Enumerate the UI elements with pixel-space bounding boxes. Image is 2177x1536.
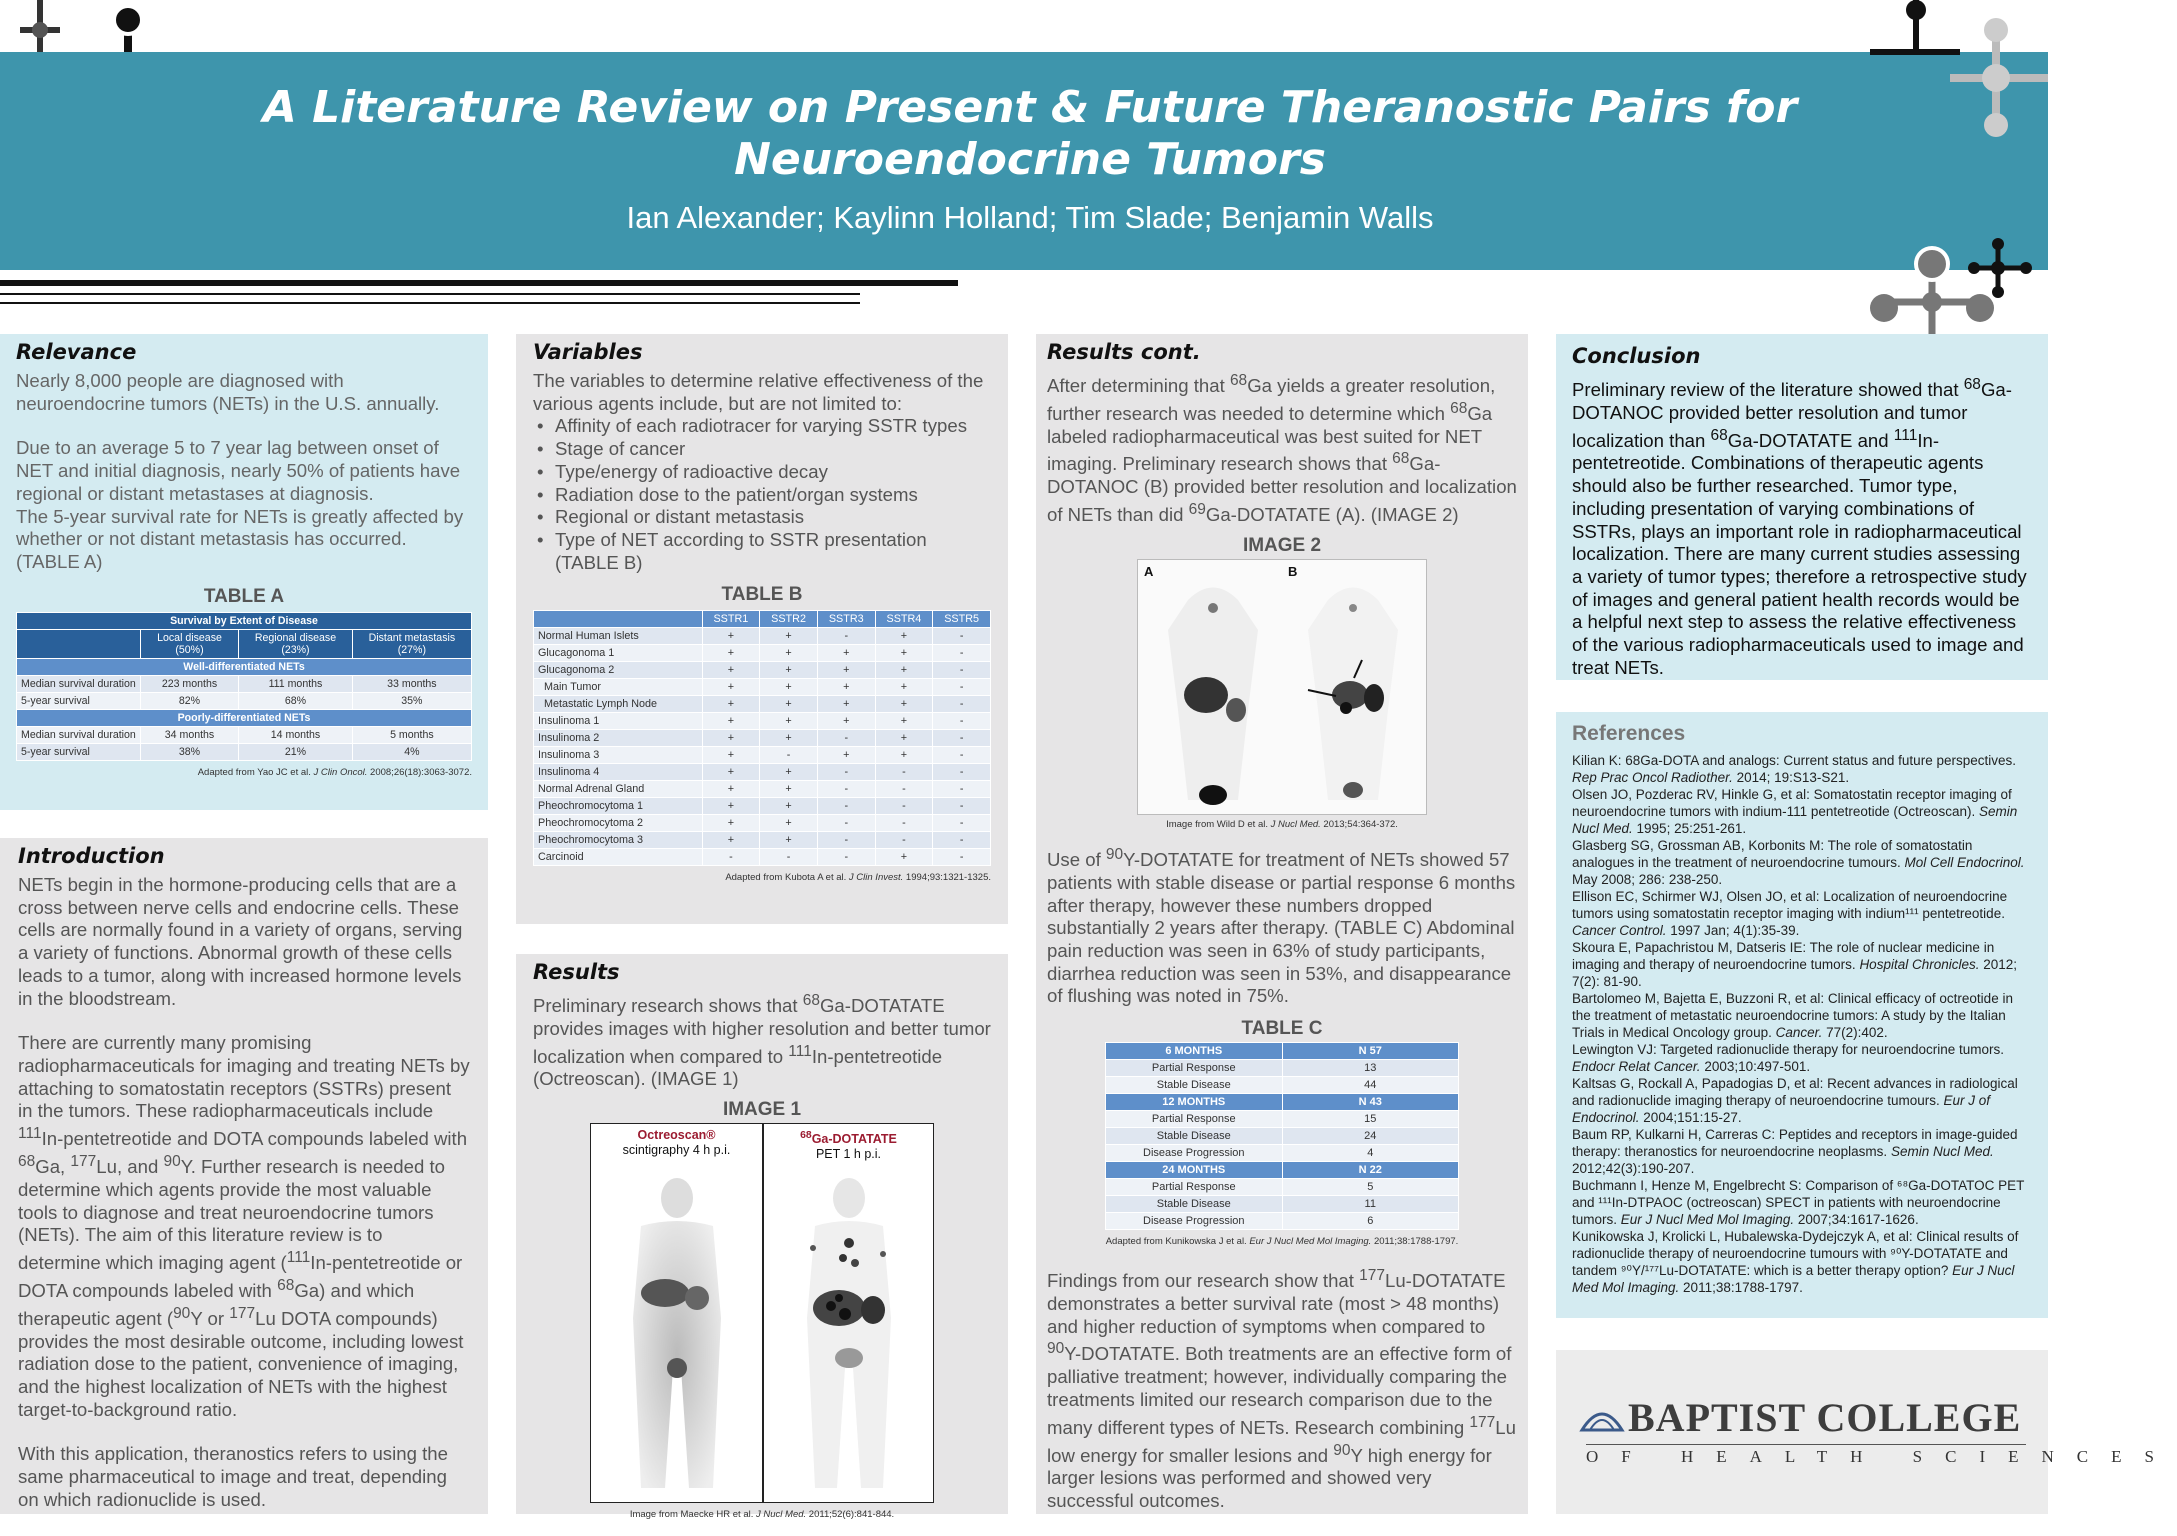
divider (0, 302, 860, 304)
table-row: Glucagonoma 1 + + + + - (534, 645, 991, 662)
paragraph: The 5-year survival rate for NETs is greatly affected by whether or not distant metastasis has occurred. (TABLE A) (16, 505, 464, 572)
reference-item: Bartolomeo M, Bajetta E, Buzzoni R, et al: Clinical efficacy of octreotide in the treatment of metastatic neuroendocrine tumors: A study by the Italian Trials in Medical Oncology group. Cancer. 77(2):402. (1572, 991, 2013, 1040)
section-title: Relevance (16, 340, 137, 364)
image-caption: IMAGE 1 (722, 1099, 802, 1121)
table-row: Partial Response 5 (1106, 1179, 1459, 1196)
paragraph: With this application, theranostics refers to using the same pharmaceutical to image and treat, depending on which radionuclide is used. (18, 1443, 448, 1510)
paragraph: After determining that $^{68}$Ga yields a greater resolution, further research was needed to determine which $^{68}$Ga labeled radiopharmaceutical was best suited for NET imaging. Preliminary research shows that $^{68}$Ga-DOTANOC (B) provided better resolution and localization of NETs than did $^{69}$Ga-DOTATATE (A). (IMAGE 2) (1047, 372, 1517, 526)
column-header: SSTR2 (760, 611, 818, 628)
relevance-panel (0, 334, 488, 810)
image-label: scintigraphy 4 h p.i. (622, 1143, 731, 1158)
table-row: Stable Disease 44 (1106, 1077, 1459, 1094)
section-title: References (1572, 722, 1686, 745)
table-source: Adapted from Yao JC et al. J Clin Oncol. 2008;26(18):3063-3072. (197, 766, 472, 778)
image-2 (1137, 559, 1427, 815)
table-row: Insulinoma 2 + + - + - (534, 730, 991, 747)
image-label: $^{68}$Ga-DOTATATE (800, 1130, 897, 1147)
paragraph: Use of $^{90}$Y-DOTATATE for treatment of NETs showed 57 patients with stable disease or partial response 6 months after therapy, however these numbers dropped substantially 2 years after therapy. (TABLE C) Abdominal pain reduction was seen in 63% of study participants, diarrhea reduction was seen in 53%, and disappearance of flushing was noted in 75%. (1047, 845, 1516, 1007)
table-section: Well-differentiated NETs (17, 658, 472, 675)
table-row: Normal Human Islets + + - + - (534, 628, 991, 645)
dotatate-scan (1148, 580, 1278, 810)
paragraph: Findings from our research show that $^{177}$Lu-DOTATATE demonstrates a better survival rate (most > 48 months) and higher reduction of symptoms when compared to $^{90}$Y-DOTATATE. Both treatments are an effective form of palliative treatment; however, individually comparing the treatments limited our research comparison due to the many different types of NETs. Research combining $^{177}$Lu low energy for smaller lesions and $^{90}$Y high energy for larger lesions was performed and showed very successful outcomes. (1047, 1267, 1516, 1512)
table-section: 6 MONTHS (1106, 1043, 1283, 1060)
column-header: Local disease (50%) (140, 629, 238, 658)
section-title: Results cont. (1047, 340, 1201, 364)
column-header: SSTR5 (933, 611, 991, 628)
paragraph: Due to an average 5 to 7 year lag between onset of NET and initial diagnosis, nearly 50% of patients have regional or distant metastases at diagnosis. (16, 437, 461, 504)
college-tagline: OF HEALTH SCIENCES (1586, 1444, 2026, 1467)
column-header: SSTR4 (875, 611, 933, 628)
table-row: Metastatic Lymph Node + + + + - (534, 696, 991, 713)
list-item: • Radiation dose to the patient/organ systems (535, 484, 991, 507)
survival-table (16, 612, 472, 761)
logo-panel (1556, 1350, 2177, 1514)
list-item: • Stage of cancer (535, 438, 991, 461)
authors: Ian Alexander; Kaylinn Holland; Tim Slade; Benjamin Walls (626, 200, 1434, 235)
table-section: 12 MONTHS (1106, 1094, 1283, 1111)
section-title: Introduction (18, 844, 165, 868)
image-source: Image from Maecke HR et al. J Nucl Med. 2011;52(6):841-844. (629, 1509, 895, 1521)
table-row: Partial Response 13 (1106, 1060, 1459, 1077)
variables-panel (516, 334, 1008, 924)
image-source: Image from Wild D et al. J Nucl Med. 2013;54:364-372. (1166, 818, 1398, 830)
image-label: Octreoscan® (637, 1128, 716, 1143)
molecule-icon (1860, 0, 2048, 140)
table-section: N 43 (1282, 1094, 1459, 1111)
table-section: 24 MONTHS (1106, 1162, 1283, 1179)
college-name: BAPTIST COLLEGE (1628, 1395, 2022, 1440)
table-row: Main Tumor + + + + - (534, 679, 991, 696)
variables-list (533, 415, 991, 574)
section-title: Results (533, 960, 620, 984)
column-header: SSTR1 (702, 611, 760, 628)
paragraph: There are currently many promising radiopharmaceuticals for imaging and treating NETs by attaching to somatostatin receptors (SSTRs) present in the tumors. These radiopharmaceuticals include $^{111}$In-pentetreotide and DOTA compounds labeled with $^{68}$Ga, $^{177}$Lu, and $^{90}$Y. Further research is needed to determine which agents provide the most valuable tools to diagnose and treat neuroendocrine tumors (NETs). The aim of this literature review is to determine which imaging agent ($^{111}$In-pentetreotide or DOTA compounds labeled with $^{68}$Ga) and which therapeutic agent ($^{90}$Y or $^{177}$Lu DOTA compounds) provides the most desirable outcome, including lowest radiation dose to the patient, convenience of imaging, and the highest localization of NETs with the highest target-to-background ratio. (18, 1032, 470, 1420)
references-panel (1556, 712, 2048, 1318)
table-row: Median survival duration 34 months 14 months 5 months (17, 726, 472, 743)
image-label: A (1144, 563, 1154, 579)
column-header: SSTR3 (817, 611, 875, 628)
table-row: Disease Progression 6 (1106, 1213, 1459, 1230)
table-row: Insulinoma 4 + + - - - (534, 764, 991, 781)
list-item: • Type/energy of radioactive decay (535, 461, 991, 484)
table-row: Insulinoma 3 + - + + - (534, 747, 991, 764)
table-row: Stable Disease 11 (1106, 1196, 1459, 1213)
list-item: • Affinity of each radiotracer for varying SSTR types (535, 415, 991, 438)
results-cont-panel (1036, 334, 1528, 1514)
table-row: Partial Response 15 (1106, 1111, 1459, 1128)
section-title: Variables (533, 340, 643, 364)
table-header: Survival by Extent of Disease (17, 612, 472, 629)
results-panel (516, 954, 1008, 1521)
college-logo-icon (1580, 1404, 1624, 1432)
table-section: Poorly-differentiated NETs (17, 709, 472, 726)
reference-item: Kaltsas G, Rockall A, Papadogias D, et al: Recent advances in radiological and radionuclide imaging therapy of neuroendocrine tumours. Eur J of Endocrinol. 2004;151:15-27. (1572, 1076, 2018, 1125)
table-row: Pheochromocytoma 1 + + - - - (534, 798, 991, 815)
poster-title: A Literature Review on Present & Future Theranostic Pairs for Neuroendocrine Tumors (262, 82, 1798, 185)
table-row: Stable Disease 24 (1106, 1128, 1459, 1145)
column-header: Regional disease (23%) (239, 629, 353, 658)
table-row: Glucagonoma 2 + + + + - (534, 662, 991, 679)
table-caption: TABLE B (721, 584, 803, 606)
column-header (534, 611, 703, 628)
paragraph: Preliminary review of the literature showed that $^{68}$Ga-DOTANOC provided better resolution and tumor localization than $^{68}$Ga-DOTATATE and $^{111}$In-pentetreotide. Combinations of therapeutic agents should also be further researched. Tumor type, including presentation of varying combinations of SSTRs, plays an important role in radiopharmaceutical localization. There are many current studies assessing a variety of tumor types; therefore a retrospective study of images and general patient health records would be a helpful next step to assess the relative effectiveness of the various radiopharmaceuticals used to image and treat NETs. (1572, 376, 2027, 678)
table-caption: TABLE A (203, 585, 285, 607)
image-1 (590, 1123, 934, 1503)
list-item: • Type of NET according to SSTR presentation (TABLE B) (535, 529, 991, 574)
sstr-table (533, 610, 991, 866)
table-row: Carcinoid - - - + - (534, 849, 991, 866)
paragraph: The variables to determine relative effectiveness of the various agents include, but are not limited to: (533, 370, 984, 414)
table-row: Pheochromocytoma 3 + + - - - (534, 832, 991, 849)
table-row: 5-year survival 82% 68% 35% (17, 692, 472, 709)
column-header (17, 629, 141, 658)
paragraph: Preliminary research shows that $^{68}$Ga-DOTATATE provides images with higher resolution and better tumor localization when compared to $^{111}$In-pentetreotide (Octreoscan). (IMAGE 1) (533, 992, 991, 1090)
table-row: Pheochromocytoma 2 + + - - - (534, 815, 991, 832)
reference-item: Glasberg SG, Grossman AB, Korbonits M: The role of somatostatin analogues in the treatment of neuroendocrine tumours. Mol Cell Endocrinol. May 2008; 286: 238-250. (1572, 838, 2025, 887)
table-row: Normal Adrenal Gland + + - - - (534, 781, 991, 798)
table-row: Insulinoma 1 + + + + - (534, 713, 991, 730)
reference-item: Kilian K: 68Ga-DOTA and analogs: Current status and future perspectives. Rep Prac Oncol Radiother. 2014; 19:S13-S21. (1572, 753, 2016, 785)
reference-item: Baum RP, Kulkarni H, Carreras C: Peptides and receptors in image-guided therapy: theranostics for neuroendocrine neoplasms. Semin Nucl Med. 2012;42(3):190-207. (1572, 1127, 2018, 1176)
octreoscan-scan (601, 1168, 753, 1498)
table-source: Adapted from Kubota A et al. J Clin Invest. 1994;93:1321-1325. (725, 872, 991, 884)
image-caption: IMAGE 2 (1242, 534, 1322, 556)
image-label: PET 1 h p.i. (815, 1147, 882, 1162)
reference-item: Skoura E, Papachristou M, Datseris IE: The role of nuclear medicine in imaging and therapy of neuroendocrine tumors. Hospital Chronicles. 2012; 7(2): 81-90. (1572, 940, 2018, 989)
table-section: N 22 (1282, 1162, 1459, 1179)
table-row: 5-year survival 38% 21% 4% (17, 743, 472, 760)
reference-item: Ellison EC, Schirmer WJ, Olsen JO, et al: Localization of neuroendocrine tumors using somatostatin receptor imaging with indium¹¹¹ pentetreotide. Cancer Control. 1997 Jan; 4(1):35-39. (1572, 889, 2008, 938)
ga-dotatate-scan (773, 1168, 925, 1498)
reference-item: Olsen JO, Pozderac RV, Hinkle G, et al: Somatostatin receptor imaging of neuroendocrine tumors with indium-111 pentetreotide (Octreoscan). Semin Nucl Med. 1995; 25:251-261. (1572, 787, 2018, 836)
table-section: N 57 (1282, 1043, 1459, 1060)
list-item: • Regional or distant metastasis (535, 506, 991, 529)
therapy-response-table (1105, 1042, 1459, 1230)
reference-item: Buchmann I, Henze M, Engelbrecht S: Comparison of ⁶⁸Ga-DOTATOC PET and ¹¹¹In-DTPAOC (octreoscan) SPECT in patients with neuroendocrine tumors. Eur J Nucl Med Mol Imaging. 2007;34:1617-1626. (1572, 1178, 2025, 1227)
reference-item: Kunikowska J, Krolicki L, Hubalewska-Dydejczyk A, et al: Clinical results of radionuclide therapy of neuroendocrine tumours with ⁹⁰Y-DOTATATE and tandem ⁹⁰Y/¹⁷⁷Lu-DOTATATE: which is a better therapy option? Eur J Nucl Med Mol Imaging. 2011;38:1788-1797. (1572, 1229, 2019, 1295)
reference-item: Lewington VJ: Targeted radionuclide therapy for neuroendocrine tumors. Endocr Relat Cancer. 2003;10:497-501. (1572, 1042, 2005, 1074)
conclusion-panel (1556, 334, 2048, 680)
table-source: Adapted from Kunikowska J et al. Eur J Nucl Med Mol Imaging. 2011;38:1788-1797. (1105, 1236, 1459, 1248)
divider (0, 280, 958, 286)
paragraph: Nearly 8,000 people are diagnosed with neuroendocrine tumors (NETs) in the U.S. annually. (16, 370, 440, 414)
table-row: Median survival duration 223 months 111 months 33 months (17, 675, 472, 692)
section-title: Conclusion (1572, 344, 1701, 368)
column-header: Distant metastasis (27%) (352, 629, 471, 658)
table-row: Disease Progression 4 (1106, 1145, 1459, 1162)
dotanoc-scan (1288, 580, 1418, 810)
paragraph: NETs begin in the hormone-producing cells that are a cross between nerve cells and endocrine cells. These cells are normally found in a variety of organs, serving a variety of functions. Abnormal growth of these cells leads to a tumor, along with increased hormone levels in the bloodstream. (18, 874, 463, 1009)
image-label: B (1288, 563, 1298, 579)
introduction-panel (0, 838, 488, 1514)
references-list (1572, 752, 2032, 1296)
table-caption: TABLE C (1241, 1018, 1323, 1040)
divider (0, 293, 860, 295)
